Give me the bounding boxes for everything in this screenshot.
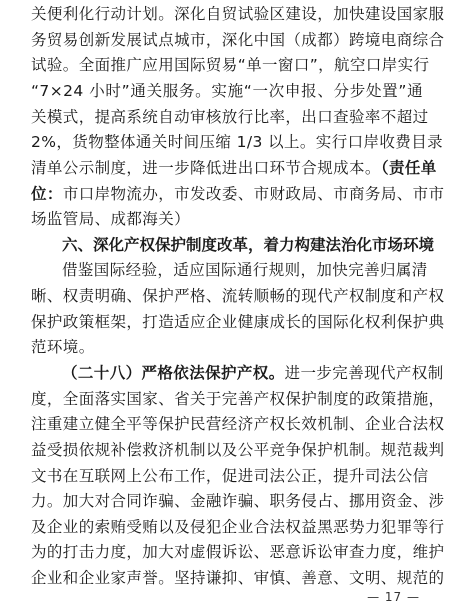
- paragraph-line: 范环境。: [31, 338, 95, 357]
- paragraph-line: 晰、权责明确、保护严格、流转顺畅的现代产权制度和产权: [31, 287, 445, 305]
- paragraph-text: 清单公示制度，进一步降低进出口环节合规成本。: [31, 158, 381, 177]
- paragraph-line: 保护政策框架，打造适应企业健康成长的国际化权利保护典: [31, 312, 445, 331]
- section-heading: 六、深化产权保护制度改革，着力构建法治化市场环境: [62, 235, 435, 254]
- responsibility-line: [31, 182, 445, 206]
- paragraph-line: 试验。全面推广应用国际贸易“单一窗口”，航空口岸实行: [31, 56, 430, 75]
- responsibility-label: （责任单: [380, 158, 437, 177]
- subsection-heading: （二十八）严格依法保护产权。: [62, 363, 285, 382]
- paragraph-line: 企业和企业家声誉。坚持谦抑、审慎、善意、文明、规范的: [31, 569, 445, 587]
- paragraph-line: 力。加大对合同诈骗、金融诈骗、职务侵占、挪用资金、涉: [31, 492, 445, 511]
- paragraph-line: 注重建立健全平等保护民营经济产权长效机制、企业合法权: [31, 415, 445, 434]
- paragraph-line: 场监管局、成都海关）: [31, 210, 191, 229]
- paragraph-line-with-responsibility: [31, 156, 437, 180]
- responsibility-units: 市口岸物流办，市发改委、市财政局、市商务局、市市: [62, 184, 445, 203]
- paragraph-line: 关模式，提高系统自动审核放行比率，出口查验率不超过: [31, 107, 429, 126]
- paragraph-line: 度，全面落实国家、省关于完善产权保护制度的政策措施，: [31, 389, 445, 408]
- paragraph-line: 务贸易创新发展试点城市，深化中国（成都）跨境电商综合: [31, 30, 445, 49]
- responsibility-label: 位：: [31, 184, 63, 203]
- paragraph-line: 为的打击力度，加大对虚假诉讼、恶意诉讼审查力度，维护: [31, 543, 445, 562]
- paragraph-line: 及企业的索贿受贿以及侵犯企业合法权益黑恶势力犯罪等行: [31, 517, 445, 536]
- paragraph-line: 关便利化行动计划。深化自贸试验区建设，加快建设国家服: [31, 5, 445, 23]
- page-number: — 17 —: [367, 590, 420, 604]
- paragraph-text: 进一步完善现代产权制: [284, 363, 444, 382]
- paragraph-line: “7×24 小时”通关服务。实施“一次申报、分步处置”通: [31, 81, 423, 100]
- paragraph-line: 文书在互联网上公布工作，促进司法公正，提升司法公信: [31, 466, 429, 485]
- paragraph-line: 借鉴国际经验，适应国际通行规则，加快完善归属清: [62, 261, 428, 280]
- paragraph-line: 2%，货物整体通关时间压缩 1/3 以上。实行口岸收费目录: [31, 133, 443, 152]
- subsection-first-line: [62, 361, 444, 385]
- paragraph-line: 益受损依规补偿救济机制以及公平竞争保护机制。规范裁判: [31, 440, 445, 459]
